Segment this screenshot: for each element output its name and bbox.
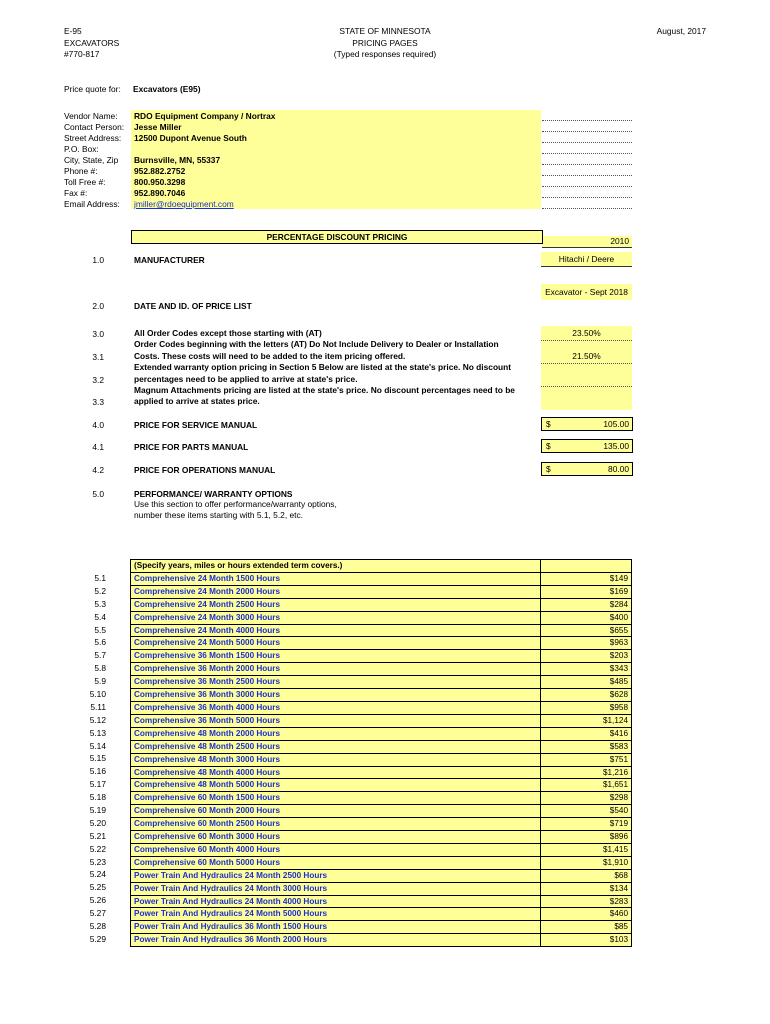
table-row xyxy=(131,818,632,831)
table-row xyxy=(131,779,632,792)
warranty-description[interactable]: Comprehensive 36 Month 5000 Hours xyxy=(131,714,541,727)
street-address-label: Street Address: xyxy=(64,133,122,143)
warranty-price[interactable]: $958 xyxy=(541,701,632,714)
warranty-header-price-cell xyxy=(541,560,632,573)
table-row xyxy=(131,792,632,805)
page-title: PRICING PAGES xyxy=(352,37,418,48)
warranty-price[interactable]: $751 xyxy=(541,753,632,766)
page-subtitle: (Typed responses required) xyxy=(333,49,437,59)
toll-free-value[interactable]: 800.950.3298 xyxy=(134,177,186,187)
warranty-price[interactable]: $343 xyxy=(541,663,632,676)
table-row xyxy=(131,714,632,727)
warranty-description[interactable]: Comprehensive 48 Month 4000 Hours xyxy=(131,766,541,779)
warranty-price[interactable]: $284 xyxy=(541,598,632,611)
dotted-rule xyxy=(542,208,632,209)
table-row xyxy=(131,650,632,663)
warranty-price[interactable]: $1,651 xyxy=(541,779,632,792)
form-number: E-95 xyxy=(64,26,82,36)
toll-free-label: Toll Free #: xyxy=(64,177,106,187)
vendor-name-label: Vendor Name: xyxy=(64,111,118,121)
description-line: Extended warranty option pricing in Section 5 Below are listed at the state's price. No discount xyxy=(134,362,512,373)
price-quote-label: Price quote for: xyxy=(64,84,121,94)
table-row xyxy=(131,921,632,934)
warranty-row-number: 5.13 xyxy=(89,727,106,738)
warranty-header-cell: (Specify years, miles or hours extended term covers.) xyxy=(131,560,541,573)
table-row xyxy=(131,611,632,624)
warranty-description[interactable]: Comprehensive 60 Month 1500 Hours xyxy=(131,792,541,805)
dotted-rule xyxy=(542,142,632,143)
warranty-price[interactable]: $896 xyxy=(541,831,632,844)
table-row xyxy=(131,753,632,766)
table-row xyxy=(131,882,632,895)
phone-label: Phone #: xyxy=(64,166,98,176)
discount-percent-3-2[interactable] xyxy=(541,364,632,387)
form-id-block xyxy=(64,26,119,61)
warranty-description[interactable]: Comprehensive 24 Month 4000 Hours xyxy=(131,624,541,637)
price-list-label: DATE AND ID. OF PRICE LIST xyxy=(134,301,252,311)
warranty-description[interactable]: Power Train And Hydraulics 24 Month 5000 Hours xyxy=(131,908,541,921)
vendor-labels xyxy=(64,111,124,210)
excel-version-value: 2010 xyxy=(610,236,629,246)
warranty-description[interactable]: Comprehensive 48 Month 2500 Hours xyxy=(131,740,541,753)
warranty-price[interactable]: $963 xyxy=(541,637,632,650)
table-row xyxy=(131,740,632,753)
manufacturer-label: MANUFACTURER xyxy=(134,255,205,265)
warranty-row-number: 5.26 xyxy=(89,895,106,906)
vendor-values xyxy=(134,111,275,210)
street-address-value[interactable]: 12500 Dupont Avenue South xyxy=(134,133,247,143)
warranty-description[interactable]: Comprehensive 24 Month 5000 Hours xyxy=(131,637,541,650)
warranty-price[interactable]: $283 xyxy=(541,895,632,908)
warranty-options-label: PERFORMANCE/ WARRANTY OPTIONS xyxy=(134,489,293,499)
warranty-row-number: 5.11 xyxy=(90,701,106,712)
warranty-table xyxy=(130,559,632,947)
po-box-label: P.O. Box: xyxy=(64,144,99,154)
warranty-price[interactable]: $103 xyxy=(541,934,632,947)
discount-percent-3-3[interactable] xyxy=(541,387,632,409)
table-row xyxy=(131,585,632,598)
warranty-description[interactable]: Power Train And Hydraulics 24 Month 2500 Hours xyxy=(131,869,541,882)
table-row xyxy=(131,908,632,921)
table-row xyxy=(131,727,632,740)
operations-manual-label: PRICE FOR OPERATIONS MANUAL xyxy=(134,465,276,475)
currency-symbol: $ xyxy=(546,464,551,474)
warranty-row-number: 5.5 xyxy=(94,624,106,635)
dotted-rule xyxy=(542,186,632,187)
warranty-row-number: 5.18 xyxy=(89,792,106,803)
dotted-rule xyxy=(542,164,632,165)
warranty-description[interactable]: Comprehensive 36 Month 4000 Hours xyxy=(131,701,541,714)
warranty-price[interactable]: $540 xyxy=(541,805,632,818)
warranty-row-number: 5.17 xyxy=(89,779,106,790)
warranty-row-number: 5.10 xyxy=(89,689,106,700)
table-row xyxy=(131,689,632,702)
email-link[interactable]: jmiller@rdoequipment.com xyxy=(134,199,234,209)
operations-manual-price-field[interactable] xyxy=(541,462,633,476)
contact-person-label: Contact Person: xyxy=(64,122,125,132)
section-number-3-2: 3.2 xyxy=(92,375,104,385)
page-title-block xyxy=(300,26,470,61)
warranty-description[interactable]: Comprehensive 36 Month 2500 Hours xyxy=(131,676,541,689)
warranty-row-number: 5.23 xyxy=(89,856,106,867)
dotted-rule xyxy=(542,197,632,198)
price-quote-value: Excavators (E95) xyxy=(133,84,201,94)
warranty-row-number: 5.7 xyxy=(94,650,106,661)
dotted-rule xyxy=(542,131,632,132)
warranty-description[interactable]: Comprehensive 60 Month 5000 Hours xyxy=(131,856,541,869)
section-number-5-0: 5.0 xyxy=(92,489,104,499)
document-date: August, 2017 xyxy=(656,26,706,36)
phone-value[interactable]: 952.882.2752 xyxy=(134,166,186,176)
email-label: Email Address: xyxy=(64,199,120,209)
table-row xyxy=(131,843,632,856)
percentage-discount-header: PERCENTAGE DISCOUNT PRICING xyxy=(131,230,543,244)
warranty-price[interactable]: $149 xyxy=(541,572,632,585)
warranty-row-number: 5.29 xyxy=(89,933,106,944)
warranty-description[interactable]: Comprehensive 36 Month 3000 Hours xyxy=(131,689,541,702)
warranty-price[interactable]: $134 xyxy=(541,882,632,895)
discount-percent-3-1[interactable]: 21.50% xyxy=(541,349,632,364)
section-number-1-0: 1.0 xyxy=(92,255,104,265)
warranty-instructions xyxy=(134,499,337,521)
warranty-row-number: 5.25 xyxy=(89,882,106,893)
city-state-zip-label: City, State, Zip xyxy=(64,155,119,165)
table-row xyxy=(131,869,632,882)
table-row xyxy=(131,831,632,844)
warranty-row-number: 5.22 xyxy=(89,843,106,854)
warranty-description[interactable]: Power Train And Hydraulics 36 Month 1500 Hours xyxy=(131,921,541,934)
warranty-row-number: 5.15 xyxy=(89,753,106,764)
table-row xyxy=(131,856,632,869)
description-line: Order Codes beginning with the letters (AT) Do Not Include Delivery to Dealer or Installation xyxy=(134,339,499,350)
manufacturer-field[interactable]: Hitachi / Deere xyxy=(541,252,632,267)
fax-label: Fax #: xyxy=(64,188,88,198)
parts-manual-label: PRICE FOR PARTS MANUAL xyxy=(134,442,249,452)
service-manual-price: 105.00 xyxy=(603,419,629,429)
discount-percent-box xyxy=(541,326,632,410)
warranty-description[interactable]: Comprehensive 24 Month 1500 Hours xyxy=(131,572,541,585)
instruction-line: Use this section to offer performance/warranty options, xyxy=(134,499,337,509)
table-row xyxy=(131,934,632,947)
warranty-price[interactable]: $400 xyxy=(541,611,632,624)
warranty-row-number: 5.1 xyxy=(94,573,106,583)
warranty-row-number: 5.28 xyxy=(89,921,106,932)
excel-version-field[interactable] xyxy=(542,236,632,248)
warranty-price[interactable]: $655 xyxy=(541,624,632,637)
warranty-row-number: 5.16 xyxy=(89,766,106,777)
warranty-description[interactable]: Comprehensive 48 Month 2000 Hours xyxy=(131,727,541,740)
warranty-row-number: 5.2 xyxy=(94,585,106,596)
warranty-description[interactable]: Comprehensive 36 Month 2000 Hours xyxy=(131,663,541,676)
operations-manual-price: 80.00 xyxy=(608,464,629,474)
fax-value[interactable]: 952.890.7046 xyxy=(134,188,186,198)
currency-symbol: $ xyxy=(546,441,551,451)
section-number-4-2: 4.2 xyxy=(92,465,104,475)
warranty-price[interactable]: $68 xyxy=(541,869,632,882)
parts-manual-price-field[interactable] xyxy=(541,439,633,453)
warranty-description[interactable]: Power Train And Hydraulics 24 Month 3000 Hours xyxy=(131,882,541,895)
currency-symbol: $ xyxy=(546,419,551,429)
description-line: percentages need to be applied to arrive at state's price. xyxy=(134,373,358,384)
warranty-description[interactable]: Comprehensive 60 Month 2500 Hours xyxy=(131,818,541,831)
table-row xyxy=(131,572,632,585)
warranty-description[interactable]: Power Train And Hydraulics 24 Month 4000 Hours xyxy=(131,895,541,908)
state-title: STATE OF MINNESOTA xyxy=(339,26,431,36)
warranty-price[interactable]: $719 xyxy=(541,818,632,831)
table-row xyxy=(131,676,632,689)
warranty-row-number: 5.3 xyxy=(94,598,106,609)
table-row xyxy=(131,637,632,650)
warranty-row-number: 5.24 xyxy=(89,869,106,880)
po-box-value[interactable] xyxy=(134,144,275,155)
description-line: Magnum Attachments pricing are listed at the state's price. No discount percentages need to be xyxy=(134,385,515,396)
warranty-description[interactable]: Comprehensive 48 Month 5000 Hours xyxy=(131,779,541,792)
table-row xyxy=(131,598,632,611)
section-number-2-0: 2.0 xyxy=(92,301,104,311)
warranty-row-numbers xyxy=(64,572,106,946)
dotted-rule xyxy=(542,120,632,121)
warranty-price[interactable]: $1,124 xyxy=(541,714,632,727)
warranty-price[interactable]: $1,415 xyxy=(541,843,632,856)
section-number-3-1: 3.1 xyxy=(92,352,104,362)
warranty-description[interactable]: Comprehensive 24 Month 3000 Hours xyxy=(131,611,541,624)
instruction-line: number these items starting with 5.1, 5.2, etc. xyxy=(134,510,303,520)
parts-manual-price: 135.00 xyxy=(603,441,629,451)
section-number-4-1: 4.1 xyxy=(92,442,104,452)
warranty-row-number: 5.19 xyxy=(89,805,106,816)
warranty-row-number: 5.12 xyxy=(89,714,106,725)
warranty-price[interactable]: $298 xyxy=(541,792,632,805)
warranty-description[interactable]: Comprehensive 48 Month 3000 Hours xyxy=(131,753,541,766)
discount-description xyxy=(134,328,538,408)
warranty-row-number: 5.20 xyxy=(89,817,106,828)
table-row xyxy=(131,663,632,676)
warranty-row-number: 5.14 xyxy=(89,740,106,751)
warranty-price[interactable]: $85 xyxy=(541,921,632,934)
city-state-zip-value[interactable]: Burnsville, MN, 55337 xyxy=(134,155,221,165)
price-list-field[interactable]: Excavator - Sept 2018 xyxy=(541,284,632,300)
warranty-row-number: 5.27 xyxy=(89,908,106,919)
table-row xyxy=(131,701,632,714)
table-row xyxy=(131,624,632,637)
description-line: Costs. These costs will need to be added to the item pricing offered. xyxy=(134,350,406,361)
warranty-price[interactable]: $416 xyxy=(541,727,632,740)
warranty-description[interactable]: Comprehensive 60 Month 3000 Hours xyxy=(131,831,541,844)
warranty-description[interactable]: Comprehensive 60 Month 2000 Hours xyxy=(131,805,541,818)
warranty-row-number: 5.6 xyxy=(94,637,106,648)
warranty-price[interactable]: $1,910 xyxy=(541,856,632,869)
table-row xyxy=(131,895,632,908)
warranty-price[interactable]: $460 xyxy=(541,908,632,921)
section-number-4-0: 4.0 xyxy=(92,420,104,430)
discount-percent-3-0[interactable]: 23.50% xyxy=(541,326,632,341)
contract-number: #770-817 xyxy=(64,49,100,59)
warranty-price[interactable]: $203 xyxy=(541,650,632,663)
warranty-row-number: 5.4 xyxy=(94,611,106,622)
description-line: All Order Codes except those starting with (AT) xyxy=(134,328,322,338)
warranty-description[interactable]: Comprehensive 36 Month 1500 Hours xyxy=(131,650,541,663)
dotted-rule xyxy=(542,175,632,176)
warranty-price[interactable]: $628 xyxy=(541,689,632,702)
price-quote-row xyxy=(64,84,201,94)
contact-person-value[interactable]: Jesse Miller xyxy=(134,122,182,132)
warranty-price[interactable]: $169 xyxy=(541,585,632,598)
warranty-description[interactable]: Comprehensive 60 Month 4000 Hours xyxy=(131,843,541,856)
table-row xyxy=(131,766,632,779)
description-line: applied to arrive at states price. xyxy=(134,396,260,407)
warranty-description[interactable]: Power Train And Hydraulics 36 Month 2000 Hours xyxy=(131,934,541,947)
warranty-header-row xyxy=(131,560,632,573)
warranty-row-number: 5.21 xyxy=(89,830,106,841)
dotted-rule xyxy=(542,153,632,154)
warranty-description[interactable]: Comprehensive 24 Month 2500 Hours xyxy=(131,598,541,611)
warranty-price[interactable]: $583 xyxy=(541,740,632,753)
service-manual-label: PRICE FOR SERVICE MANUAL xyxy=(134,420,258,430)
form-category: EXCAVATORS xyxy=(64,37,120,48)
service-manual-price-field[interactable] xyxy=(541,417,633,431)
warranty-description[interactable]: Comprehensive 24 Month 2000 Hours xyxy=(131,585,541,598)
section-number-3-3: 3.3 xyxy=(92,397,104,407)
vendor-name-value[interactable]: RDO Equipment Company / Nortrax xyxy=(134,111,276,121)
warranty-price[interactable]: $485 xyxy=(541,676,632,689)
table-row xyxy=(131,805,632,818)
warranty-price[interactable]: $1,216 xyxy=(541,766,632,779)
warranty-row-number: 5.9 xyxy=(94,676,106,687)
warranty-row-number: 5.8 xyxy=(94,663,106,674)
section-number-3-0: 3.0 xyxy=(92,329,104,339)
